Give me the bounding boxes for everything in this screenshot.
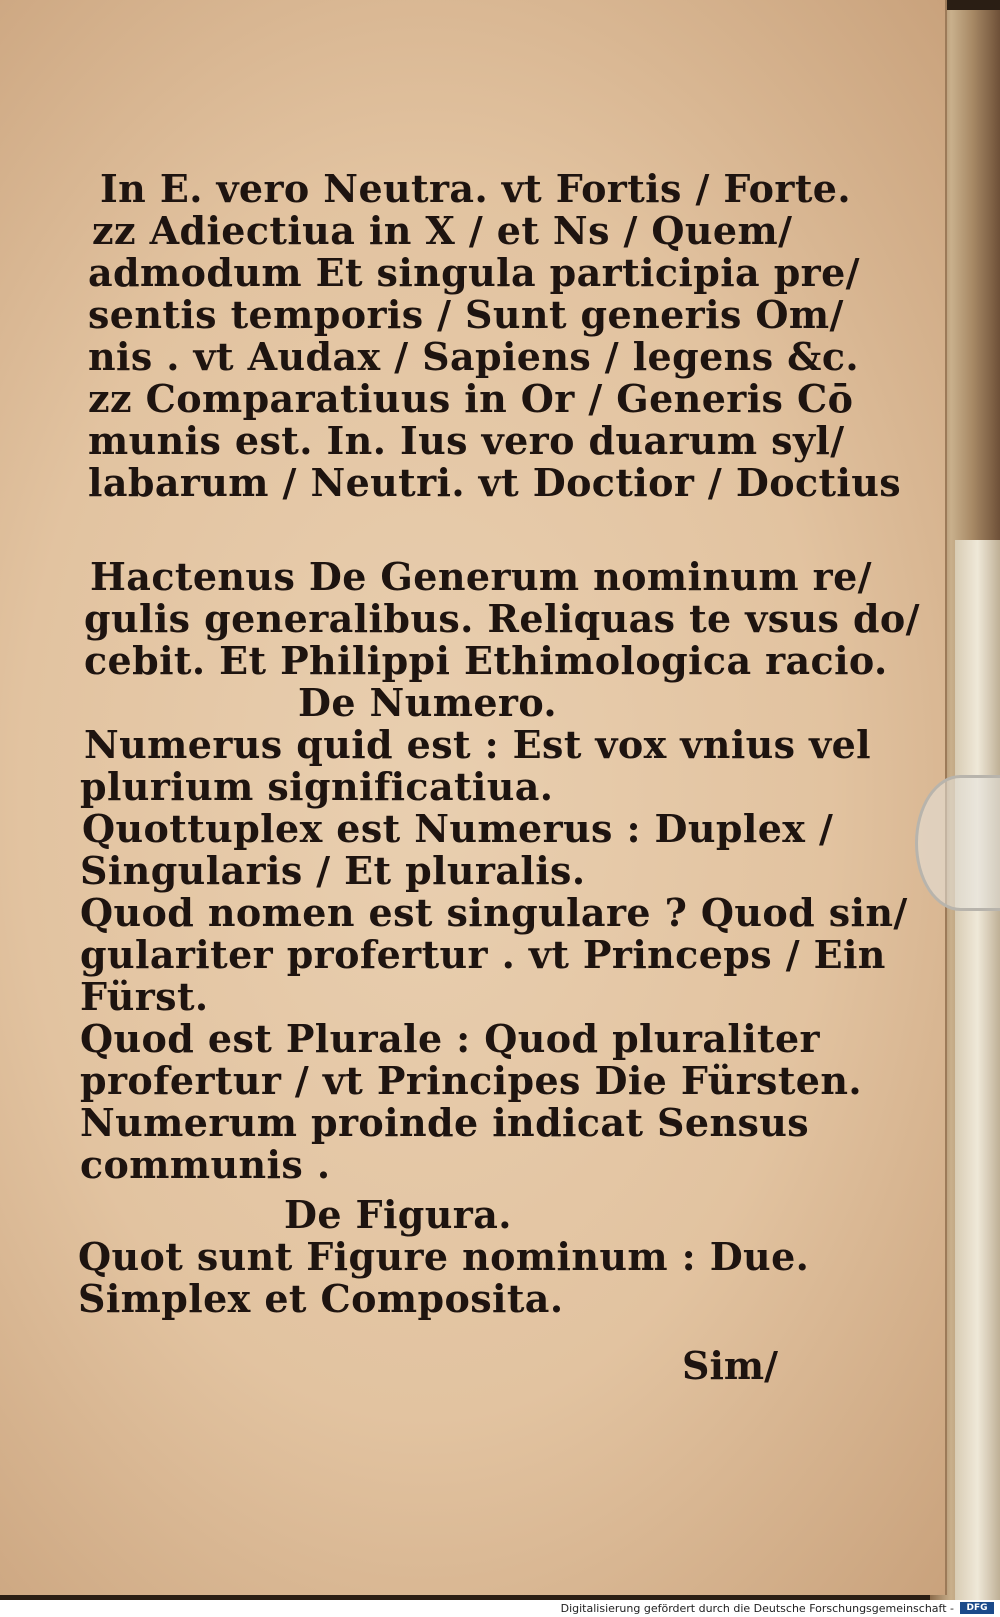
text-line: profertur / vt Principes Die Fürsten. [80, 1058, 863, 1103]
text-line: sentis temporis / Sunt generis Om/ [88, 292, 844, 337]
text-line: Fürst. [80, 974, 209, 1019]
text-line: Quottuplex est Numerus : Duplex / [82, 806, 834, 851]
text-line: Quod nomen est singulare ? Quod sin/ [80, 890, 908, 935]
text-line: Quot sunt Figure nominum : Due. [78, 1234, 810, 1279]
text-line: communis . [80, 1142, 331, 1187]
dfg-logo: DFG [960, 1602, 994, 1614]
section-heading-de-numero: De Numero. [298, 680, 558, 725]
text-line: zz Comparatiuus in Or / Generis Cō [88, 376, 854, 421]
section-heading-de-figura: De Figura. [284, 1192, 512, 1237]
text-line: labarum / Neutri. vt Doctior / Doctius [88, 460, 902, 505]
text-line: Hactenus De Generum nominum re/ [90, 554, 872, 599]
text-line: nis . vt Audax / Sapiens / legens &c. [88, 334, 859, 379]
book-inserted-leaf [955, 540, 1000, 1600]
footer-bar [0, 1600, 1000, 1617]
text-line: Quod est Plurale : Quod pluraliter [80, 1016, 820, 1061]
text-line: zz Adiectiua in X / et Ns / Quem/ [92, 208, 793, 253]
text-line: cebit. Et Philippi Ethimologica racio. [84, 638, 888, 683]
text-line: plurium significatiua. [80, 764, 554, 809]
text-line: Simplex et Composita. [78, 1276, 564, 1321]
text-line: Numerum proinde indicat Sensus [80, 1100, 810, 1145]
text-line: In E. vero Neutra. vt Fortis / Forte. [100, 166, 851, 211]
text-line: admodum Et singula participia pre/ [88, 250, 860, 295]
text-line: gulariter profertur . vt Princeps / Ein [80, 932, 886, 977]
text-line: gulis generalibus. Reliquas te vsus do/ [84, 596, 920, 641]
text-line: munis est. In. Ius vero duarum syl/ [88, 418, 845, 463]
paper-clip [915, 775, 1000, 911]
text-line: Singularis / Et pluralis. [80, 848, 586, 893]
text-line: Numerus quid est : Est vox vnius vel [84, 722, 871, 767]
footer-credit: Digitalisierung gefördert durch die Deutsche Forschungsgemeinschaft - [560, 1602, 954, 1615]
catchword: Sim/ [682, 1343, 778, 1388]
